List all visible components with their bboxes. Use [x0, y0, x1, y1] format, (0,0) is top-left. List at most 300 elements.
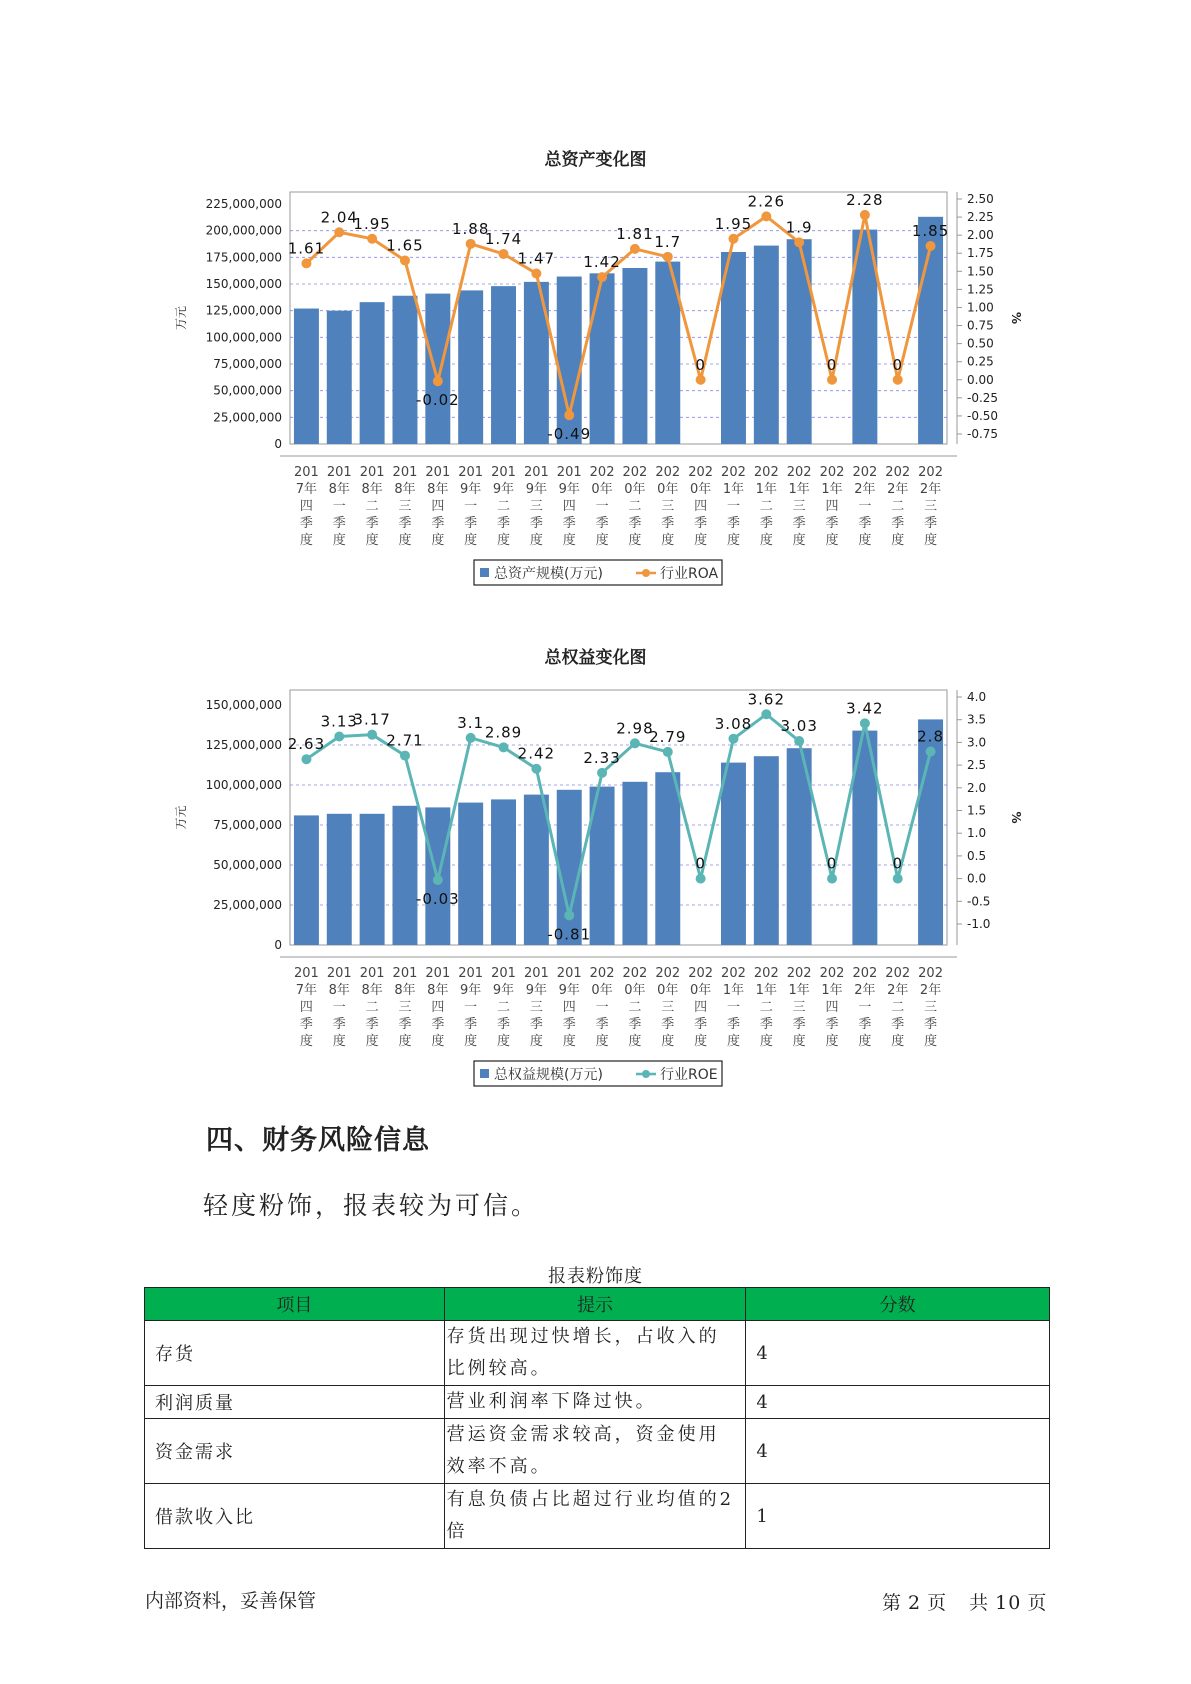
- data-label: 2.28: [846, 190, 884, 209]
- legend-line-label: 行业ROA: [660, 566, 719, 582]
- x-tick-label: 2年: [854, 983, 876, 998]
- x-tick-label: 一: [464, 1000, 478, 1015]
- y-tick-label: 0: [274, 938, 282, 952]
- x-tick-label: 季: [694, 1017, 708, 1032]
- data-label: 1.95: [353, 214, 391, 233]
- x-tick-label: 201: [326, 465, 352, 480]
- footer-confidential: 内部资料，妥善保管: [145, 1590, 317, 1612]
- x-tick-label: 201: [392, 966, 418, 981]
- x-tick-label: 季: [759, 516, 773, 531]
- x-tick-label: 季: [497, 1017, 511, 1032]
- bar: [655, 772, 680, 945]
- data-label: 0: [826, 355, 838, 374]
- x-tick-label: 1年: [722, 482, 745, 497]
- table-caption: 报表粉饰度: [548, 1266, 643, 1287]
- x-tick-label: 7年: [295, 482, 318, 497]
- x-tick-label: 三: [924, 499, 938, 514]
- y-right-tick-label: 1.5: [967, 803, 987, 818]
- data-label: 3.13: [320, 712, 358, 731]
- line-point: [827, 874, 837, 884]
- x-tick-label: 度: [464, 1034, 478, 1049]
- x-tick-label: 8年: [328, 482, 350, 497]
- x-tick-label: 三: [398, 1000, 412, 1015]
- y-tick-label: 0: [274, 437, 282, 451]
- line-point: [696, 375, 706, 385]
- x-tick-label: 度: [497, 533, 511, 548]
- x-tick-label: 季: [694, 516, 708, 531]
- x-tick-label: 四: [694, 1000, 708, 1015]
- line-point: [400, 255, 410, 265]
- x-tick-label: 201: [425, 966, 451, 981]
- y-right-axis-label: %: [1009, 811, 1023, 824]
- bar: [721, 763, 746, 945]
- y-right-tick-label: 2.5: [967, 758, 987, 773]
- y-axis-label: 万元: [174, 305, 188, 331]
- line-point: [926, 241, 936, 251]
- x-tick-label: 度: [694, 1034, 708, 1049]
- x-tick-label: 202: [589, 966, 615, 981]
- line-point: [663, 252, 673, 262]
- y-right-tick-label: 0.00: [967, 372, 994, 387]
- bar: [754, 756, 779, 945]
- data-label: 2.63: [287, 735, 326, 754]
- bar: [590, 273, 615, 444]
- x-tick-label: 202: [655, 966, 681, 981]
- x-tick-label: 202: [622, 966, 648, 981]
- y-right-axis-label: %: [1009, 311, 1023, 325]
- bar: [491, 286, 516, 444]
- x-tick-label: 8年: [394, 482, 416, 497]
- x-tick-label: 度: [398, 1034, 412, 1049]
- x-tick-label: 1年: [755, 983, 777, 998]
- line-point: [926, 746, 936, 756]
- x-tick-label: 二: [891, 499, 905, 514]
- x-tick-label: 季: [661, 516, 675, 531]
- equity-chart-title: 总权益变化图: [544, 648, 647, 668]
- line-point: [728, 734, 738, 744]
- line-point: [531, 764, 541, 774]
- x-tick-label: 季: [595, 1017, 609, 1032]
- y-right-tick-label: 1.00: [967, 300, 994, 315]
- x-tick-label: 9年: [558, 482, 580, 497]
- data-label: 1.81: [616, 224, 654, 243]
- x-tick-label: 0年: [624, 482, 646, 497]
- data-label: 2.79: [649, 727, 687, 746]
- line-point: [301, 258, 311, 268]
- bar: [557, 790, 582, 945]
- x-tick-label: 度: [595, 533, 609, 548]
- row-item: 借款收入比: [145, 1484, 445, 1549]
- y-right-tick-label: 3.5: [967, 712, 987, 727]
- y-right-tick-label: 0.50: [967, 336, 994, 351]
- y-tick-label: 50,000,000: [213, 858, 282, 872]
- y-right-tick-label: 3.0: [967, 735, 987, 750]
- x-tick-label: 度: [431, 533, 445, 548]
- x-tick-label: 201: [294, 465, 319, 480]
- x-tick-label: 9年: [460, 983, 482, 998]
- x-tick-label: 季: [759, 1017, 773, 1032]
- x-tick-label: 202: [753, 966, 779, 981]
- data-label: 0: [826, 854, 838, 873]
- data-label: 1.95: [714, 214, 753, 233]
- y-right-tick-label: 1.25: [967, 282, 994, 297]
- x-tick-label: 202: [721, 465, 746, 480]
- legend-bar-swatch: [480, 568, 489, 577]
- data-label: 2.71: [386, 731, 424, 750]
- line-point: [367, 234, 377, 244]
- line-point: [860, 210, 870, 220]
- x-tick-label: 季: [299, 516, 313, 531]
- header-score: 分数: [746, 1288, 1050, 1321]
- x-tick-label: 四: [431, 499, 445, 514]
- x-tick-label: 季: [332, 1017, 346, 1032]
- x-tick-label: 202: [918, 966, 943, 981]
- line-point: [334, 731, 344, 741]
- x-tick-label: 201: [392, 465, 418, 480]
- y-tick-label: 125,000,000: [205, 303, 282, 318]
- x-tick-label: 8年: [328, 983, 350, 998]
- x-tick-label: 2年: [887, 482, 909, 497]
- data-label: 1.85: [911, 222, 950, 240]
- x-tick-label: 二: [497, 499, 511, 514]
- x-tick-label: 9年: [558, 983, 580, 998]
- data-label: 3.62: [747, 690, 786, 709]
- x-tick-label: 度: [299, 1034, 313, 1049]
- page-prefix: 第: [882, 1592, 903, 1614]
- x-tick-label: 度: [759, 533, 773, 548]
- x-tick-label: 1年: [821, 983, 843, 998]
- footer-page-number: [882, 1588, 1053, 1615]
- bar: [491, 799, 516, 945]
- line-point: [334, 227, 344, 237]
- x-tick-label: 度: [497, 1034, 511, 1049]
- x-tick-label: 季: [825, 1017, 839, 1032]
- x-tick-label: 季: [365, 1017, 379, 1032]
- x-tick-label: 三: [792, 499, 806, 514]
- x-tick-label: 201: [556, 465, 582, 480]
- header-item: 项目: [145, 1288, 445, 1321]
- x-tick-label: 季: [365, 516, 379, 531]
- x-tick-label: 度: [299, 533, 313, 548]
- x-tick-label: 度: [332, 533, 346, 548]
- risk-table: [144, 1287, 1050, 1549]
- x-tick-label: 0年: [657, 983, 679, 998]
- bar: [294, 815, 319, 945]
- x-tick-label: 度: [529, 1034, 543, 1049]
- line-point: [696, 874, 706, 884]
- y-tick-label: 75,000,000: [213, 357, 282, 371]
- bar: [327, 311, 352, 444]
- x-tick-label: 度: [792, 533, 806, 548]
- row-hint: 营运资金需求较高，资金使用效率不高。: [444, 1419, 746, 1484]
- y-tick-label: 150,000,000: [205, 277, 282, 291]
- x-tick-label: 度: [365, 533, 379, 548]
- data-label: 2.26: [747, 192, 786, 211]
- line-point: [499, 249, 509, 259]
- data-label: 0: [695, 355, 706, 374]
- x-tick-label: 201: [491, 966, 516, 981]
- x-tick-label: 度: [891, 533, 905, 548]
- x-tick-label: 季: [628, 1017, 642, 1032]
- x-tick-label: 度: [792, 1034, 806, 1049]
- x-tick-label: 度: [726, 1034, 740, 1049]
- y-tick-label: 125,000,000: [205, 738, 282, 752]
- x-tick-label: 二: [891, 1000, 905, 1015]
- x-tick-label: 0年: [657, 482, 679, 497]
- x-tick-label: 季: [628, 516, 642, 531]
- data-label: 3.08: [714, 714, 753, 733]
- line-point: [466, 239, 476, 249]
- legend-line-marker: [642, 569, 650, 577]
- line-point: [794, 237, 804, 247]
- x-tick-label: 度: [628, 1034, 642, 1049]
- assets-chart: [0, 180, 1191, 590]
- x-tick-label: 一: [858, 499, 872, 514]
- x-tick-label: 一: [464, 499, 478, 514]
- bar: [458, 290, 483, 444]
- y-tick-label: 100,000,000: [205, 330, 282, 345]
- y-tick-label: 200,000,000: [205, 223, 282, 238]
- row-item: 存货: [145, 1321, 445, 1386]
- x-tick-label: 202: [885, 966, 911, 981]
- x-tick-label: 三: [792, 1000, 806, 1015]
- x-tick-label: 度: [858, 1034, 872, 1049]
- x-tick-label: 度: [595, 1034, 609, 1049]
- data-label: 2.42: [517, 744, 556, 763]
- x-tick-label: 度: [661, 533, 675, 548]
- legend-line-label: 行业ROE: [660, 1067, 718, 1083]
- x-tick-label: 度: [562, 1034, 576, 1049]
- x-tick-label: 一: [332, 499, 346, 514]
- bar: [294, 309, 319, 444]
- x-tick-label: 2年: [854, 482, 876, 497]
- data-label: 1.88: [451, 219, 490, 238]
- x-tick-label: 度: [694, 533, 708, 548]
- section-heading: 四、财务风险信息: [206, 1125, 430, 1156]
- y-right-tick-label: 2.0: [967, 780, 987, 795]
- x-tick-label: 202: [622, 465, 648, 480]
- x-tick-label: 季: [726, 1017, 740, 1032]
- legend-bar-label: 总资产规模(万元): [494, 566, 603, 582]
- data-label: 1.74: [484, 229, 523, 248]
- x-tick-label: 四: [694, 499, 708, 514]
- x-tick-label: 202: [753, 465, 779, 480]
- x-tick-label: 季: [792, 516, 806, 531]
- x-tick-label: 四: [825, 1000, 839, 1015]
- x-tick-label: 二: [628, 1000, 642, 1015]
- x-tick-label: 一: [595, 1000, 609, 1015]
- y-right-tick-label: 2.00: [967, 228, 994, 243]
- x-tick-label: 季: [431, 516, 445, 531]
- x-tick-label: 8年: [427, 482, 449, 497]
- x-tick-label: 二: [365, 499, 379, 514]
- data-label: -0.81: [547, 925, 592, 944]
- x-tick-label: 2年: [887, 983, 909, 998]
- line-point: [630, 244, 640, 254]
- x-tick-label: 202: [655, 465, 681, 480]
- y-tick-label: 175,000,000: [205, 250, 282, 265]
- x-tick-label: 1年: [821, 482, 843, 497]
- x-tick-label: 201: [294, 966, 319, 981]
- data-label: 1.61: [287, 239, 326, 258]
- bar: [458, 803, 483, 945]
- x-tick-label: 二: [759, 499, 773, 514]
- y-axis-label: 万元: [174, 805, 188, 830]
- x-tick-label: 度: [562, 533, 576, 548]
- x-tick-label: 1年: [788, 983, 810, 998]
- x-tick-label: 一: [726, 1000, 740, 1015]
- data-label: 0: [892, 355, 903, 374]
- x-tick-label: 0年: [689, 482, 712, 497]
- data-label: -0.02: [415, 391, 460, 410]
- line-point: [367, 730, 377, 740]
- legend-bar-swatch: [480, 1069, 489, 1078]
- x-tick-label: 9年: [492, 482, 515, 497]
- line-point: [597, 768, 607, 778]
- x-tick-label: 季: [891, 1017, 905, 1032]
- x-tick-label: 202: [885, 465, 911, 480]
- x-tick-label: 1年: [722, 983, 745, 998]
- x-tick-label: 一: [858, 1000, 872, 1015]
- x-tick-label: 季: [924, 516, 938, 531]
- x-tick-label: 7年: [295, 983, 318, 998]
- table-row: [145, 1386, 1050, 1419]
- y-right-tick-label: -0.50: [967, 408, 999, 423]
- page-number: 2: [908, 1592, 922, 1614]
- line-point: [597, 272, 607, 282]
- x-tick-label: 季: [562, 516, 576, 531]
- line-point: [860, 718, 870, 728]
- x-tick-label: 9年: [460, 482, 482, 497]
- x-tick-label: 季: [529, 516, 543, 531]
- x-tick-label: 202: [589, 465, 615, 480]
- x-tick-label: 度: [759, 1034, 773, 1049]
- table-header-row: [145, 1288, 1050, 1321]
- row-score: 1: [746, 1484, 1050, 1549]
- data-label: 1.65: [386, 236, 424, 255]
- x-tick-label: 8年: [361, 983, 383, 998]
- line-point: [827, 375, 837, 385]
- x-tick-label: 季: [595, 516, 609, 531]
- total-unit: 页: [1027, 1592, 1048, 1614]
- x-tick-label: 三: [529, 499, 543, 514]
- x-tick-label: 季: [661, 1017, 675, 1032]
- bar: [425, 294, 450, 444]
- line-point: [630, 738, 640, 748]
- x-tick-label: 202: [721, 966, 746, 981]
- x-tick-label: 度: [825, 533, 839, 548]
- x-tick-label: 8年: [394, 983, 416, 998]
- x-tick-label: 季: [398, 516, 412, 531]
- x-tick-label: 度: [398, 533, 412, 548]
- x-tick-label: 度: [332, 1034, 346, 1049]
- row-item: 利润质量: [145, 1386, 445, 1419]
- data-label: 1.42: [583, 253, 621, 272]
- bar: [360, 814, 385, 945]
- bar: [392, 296, 417, 444]
- x-tick-label: 度: [891, 1034, 905, 1049]
- x-tick-label: 四: [562, 499, 576, 514]
- x-tick-label: 0年: [689, 983, 712, 998]
- x-tick-label: 0年: [591, 983, 613, 998]
- x-tick-label: 202: [819, 966, 845, 981]
- line-point: [761, 211, 771, 221]
- line-point: [531, 268, 541, 278]
- y-tick-label: 25,000,000: [213, 410, 282, 425]
- x-tick-label: 四: [431, 1000, 445, 1015]
- data-label: 3.03: [780, 717, 818, 736]
- line-point: [433, 376, 443, 386]
- x-tick-label: 二: [497, 1000, 511, 1015]
- y-right-tick-label: 0.5: [967, 848, 987, 863]
- data-label: 3.1: [457, 713, 485, 732]
- x-tick-label: 季: [792, 1017, 806, 1032]
- x-tick-label: 三: [661, 1000, 675, 1015]
- row-score: 4: [746, 1419, 1050, 1484]
- x-tick-label: 季: [858, 516, 872, 531]
- table-row: [145, 1419, 1050, 1484]
- page-unit: 页: [927, 1592, 948, 1614]
- x-tick-label: 度: [924, 1034, 938, 1049]
- x-tick-label: 201: [556, 966, 582, 981]
- data-label: 3.42: [846, 699, 884, 718]
- x-tick-label: 二: [365, 1000, 379, 1015]
- data-label: 2.8: [917, 727, 945, 746]
- y-right-tick-label: 1.75: [967, 246, 994, 261]
- row-hint: 营业利润率下降过快。: [444, 1386, 746, 1419]
- y-right-tick-label: 2.25: [967, 210, 994, 225]
- x-tick-label: 度: [924, 533, 938, 548]
- data-label: 2.33: [583, 748, 621, 767]
- risk-summary: 轻度粉饰，报表较为可信。: [203, 1191, 540, 1220]
- x-tick-label: 四: [299, 1000, 313, 1015]
- y-tick-label: 225,000,000: [205, 197, 282, 211]
- line-point: [564, 910, 574, 920]
- x-tick-label: 度: [661, 1034, 675, 1049]
- x-tick-label: 度: [628, 533, 642, 548]
- legend-bar-label: 总权益规模(万元): [494, 1067, 603, 1083]
- x-tick-label: 季: [858, 1017, 872, 1032]
- x-tick-label: 季: [464, 1017, 478, 1032]
- line-point: [728, 234, 738, 244]
- x-tick-label: 9年: [492, 983, 515, 998]
- data-label: 1.47: [517, 249, 556, 268]
- x-tick-label: 季: [332, 516, 346, 531]
- line-point: [893, 874, 903, 884]
- data-label: 1.9: [785, 218, 813, 237]
- data-label: -0.03: [415, 889, 460, 908]
- y-tick-label: 50,000,000: [213, 383, 282, 398]
- y-tick-label: 25,000,000: [213, 898, 282, 912]
- row-hint: 存货出现过快增长，占收入的比例较高。: [444, 1321, 746, 1386]
- bar: [360, 302, 385, 444]
- data-label: -0.49: [547, 425, 592, 444]
- x-tick-label: 三: [661, 499, 675, 514]
- x-tick-label: 1年: [788, 482, 810, 497]
- data-label: 2.04: [320, 208, 358, 227]
- x-tick-label: 201: [523, 465, 549, 480]
- y-right-tick-label: 0.0: [967, 871, 987, 886]
- x-tick-label: 度: [726, 533, 740, 548]
- legend-line-marker: [642, 1070, 650, 1078]
- x-tick-label: 202: [852, 966, 878, 981]
- x-tick-label: 202: [786, 465, 812, 480]
- x-tick-label: 202: [819, 465, 845, 480]
- bar: [622, 268, 647, 444]
- y-tick-label: 75,000,000: [213, 818, 282, 832]
- line-point: [301, 754, 311, 764]
- line-point: [400, 751, 410, 761]
